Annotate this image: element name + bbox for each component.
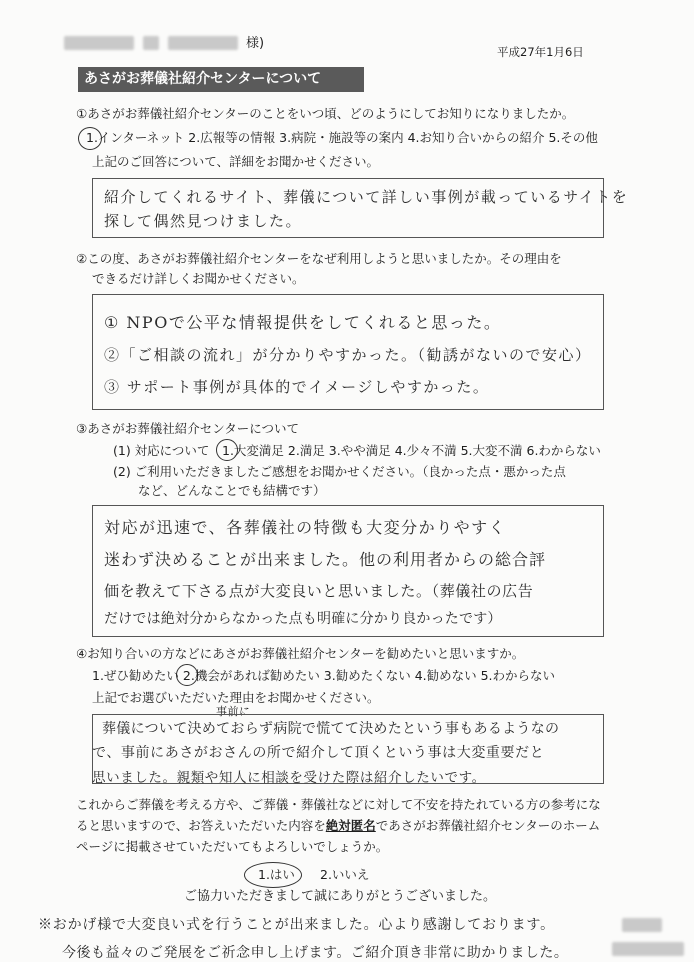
q3-answer-line-2: 迷わず決めることが出来ました。他の利用者からの総合評 xyxy=(104,550,547,569)
consent-text xyxy=(76,794,606,857)
q1-question: ①あさがお葬儀社紹介センターのことをいつ頃、どのようにしてお知りになりましたか。 xyxy=(76,106,575,121)
consent-thanks: ご協力いただきまして誠にありがとうございました。 xyxy=(184,889,497,904)
redacted-signature-1 xyxy=(622,918,662,932)
q4-followup: 上記でお選びいただいた理由をお聞かせください。 xyxy=(92,690,380,705)
q4-answer-line-1: 葬儀について決めておらず病院で慌てて決めたという事もあるようなの xyxy=(102,721,560,737)
consent-no: 2.いいえ xyxy=(320,867,370,882)
q4-options: 1.ぜひ勧めたい 2.機会があれば勧めたい 3.勧めたくない 4.勧めない 5.わからない xyxy=(92,668,556,683)
footer-note-line-2: 今後も益々のご発展をご祈念申し上げます。ご紹介頂き非常に助かりました。 xyxy=(62,945,569,961)
redacted-name-3 xyxy=(168,36,238,50)
q1-answer-line-2: 探して偶然見つけました。 xyxy=(104,212,303,230)
consent-emphasis: 絶対匿名 xyxy=(325,818,376,833)
q1-followup: 上記のご回答について、詳細をお聞かせください。 xyxy=(92,154,380,169)
q3-sub1-options: 1.大変満足 2.満足 3.やや満足 4.少々不満 5.大変不満 6.わからない xyxy=(222,443,601,458)
section-title: あさがお葬儀社紹介センターについて xyxy=(78,67,364,92)
consent-yes: 1.はい xyxy=(258,867,295,882)
form-date: 平成27年1月6日 xyxy=(497,45,584,59)
q3-answer-line-4: だけでは絶対分からなかった点も明確に分かり良かったです） xyxy=(104,611,502,627)
q3-answer-line-3: 価を教えて下さる点が大変良いと思いました。（葬儀社の広告 xyxy=(104,582,534,600)
q1-options: 1.インターネット 2.広報等の情報 3.病院・施設等の案内 4.お知り合いからの紹介 5.その他 xyxy=(86,130,598,145)
q4-insert-note: 事前に xyxy=(216,705,251,718)
q2-answer-line-1: ① NPOで公平な情報提供をしてくれると思った。 xyxy=(104,313,502,332)
redacted-signature-2 xyxy=(612,942,684,956)
q2-answer-line-3: ③ サポート事例が具体的でイメージしやすかった。 xyxy=(104,378,490,396)
consent-text-before: これからご葬儀を考える方や、ご葬儀・葬儀社などに対して不安を持たれている方の参考になると思いますので、お答えいただいた内容を xyxy=(76,797,601,833)
q3-sub2-line-2: など、どんなことでも結構です） xyxy=(138,483,326,498)
q3-sub1-label: (1) 対応について xyxy=(113,443,210,458)
q2-answer-line-2: ②「ご相談の流れ」が分かりやすかった。（勧誘がないので安心） xyxy=(104,346,592,364)
salutation: 様) xyxy=(246,36,265,51)
q4-answer-line-2: で、事前にあさがおさんの所で紹介して頂くという事は大変重要だと xyxy=(92,745,545,761)
q1-answer-line-1: 紹介してくれるサイト、葬儀について詳しい事例が載っているサイトを xyxy=(104,188,629,206)
q2-question-line-2: できるだけ詳しくお聞かせください。 xyxy=(92,271,305,286)
q3-heading: ③あさがお葬儀社紹介センターについて xyxy=(76,421,299,436)
q3-sub2-line-1: (2) ご利用いただきましたご感想をお聞かせください。（良かった点・悪かった点 xyxy=(113,464,566,479)
q4-answer-line-3: 思いました。親類や知人に相談を受けた際は紹介したいです。 xyxy=(92,770,486,786)
redacted-name-1 xyxy=(64,36,134,50)
q3-answer-line-1: 対応が迅速で、各葬儀社の特徴も大変分かりやすく xyxy=(104,518,507,537)
consent-text-after: であさがお葬儀社紹介センターのホームページに掲載させていただいてもよろしいでしょうか。 xyxy=(76,818,601,854)
q4-question: ④お知り合いの方などにあさがお葬儀社紹介センターを勧めたいと思いますか。 xyxy=(76,646,525,661)
q2-question-line-1: ②この度、あさがお葬儀社紹介センターをなぜ利用しようと思いましたか。その理由を xyxy=(76,251,562,266)
redacted-name-2 xyxy=(143,36,159,50)
footer-note-line-1: ※おかげ様で大変良い式を行うことが出来ました。心より感謝しております。 xyxy=(38,917,555,933)
